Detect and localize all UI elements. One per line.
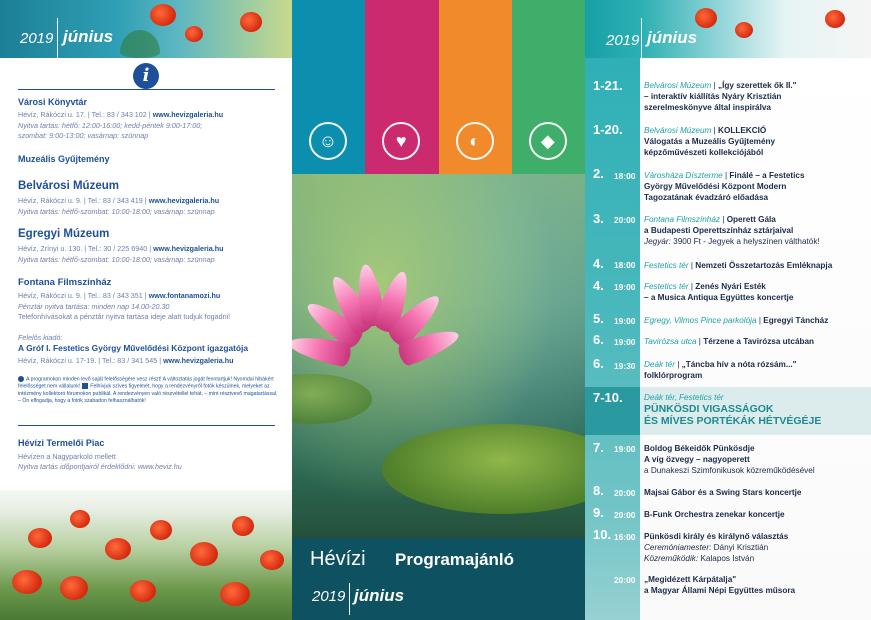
brochure-month: június bbox=[354, 586, 405, 605]
disclaimer bbox=[18, 376, 278, 405]
event-label: Közreműködik: bbox=[644, 554, 699, 563]
publisher-label: Felelős kiadó: bbox=[18, 333, 63, 342]
event-title: PÜNKÖSDI VIGASSÁGOK bbox=[644, 403, 774, 415]
event-date: 4. bbox=[593, 278, 604, 293]
event-label: Jegyár: bbox=[644, 237, 671, 246]
event-venue: Városháza Díszterme bbox=[644, 171, 723, 180]
event-item: Belvárosi Múzeum | KOLLEKCIÓ Válogatás a Muzeális Gyűjtemény képzőművészeti kollekciójából bbox=[644, 126, 776, 157]
event-venue: Belvárosi Múzeum bbox=[644, 126, 712, 135]
header-month: június bbox=[63, 27, 114, 46]
event-desc: Tagozatának évadzáró előadása bbox=[644, 193, 769, 202]
poppy-decoration bbox=[825, 10, 845, 28]
poppy-decoration bbox=[105, 538, 131, 560]
egregyi-address-line: Hévíz, Zrínyi u. 130. | Tel.: 30 / 225 6940 | www.hevizgaleria.hu bbox=[18, 244, 224, 253]
event-date: 4. bbox=[593, 256, 604, 271]
diamond-icon: ◆ bbox=[529, 122, 567, 160]
event-item bbox=[644, 443, 869, 476]
event-title: „Táncba hív a nóta rózsám..." bbox=[681, 360, 797, 369]
event-venue: Festetics tér bbox=[644, 282, 689, 291]
header-divider bbox=[57, 18, 58, 58]
poppy-decoration bbox=[60, 576, 88, 600]
info-icon: i bbox=[133, 63, 159, 89]
fontana-phone: Tel.: 83 / 343 351 bbox=[87, 291, 143, 300]
muzealis-title: Muzeális Gyűjtemény bbox=[18, 154, 110, 164]
event-item bbox=[644, 509, 869, 520]
publisher-name: A Gróf I. Festetics György Művelődési Központ igazgatója bbox=[18, 343, 249, 353]
event-time: 19:30 bbox=[614, 361, 636, 371]
poppy-decoration bbox=[232, 516, 254, 536]
fontana-name: Fontana Filmszínház bbox=[18, 277, 112, 288]
event-date: 7-10. bbox=[593, 390, 623, 405]
poppy-decoration bbox=[185, 26, 203, 42]
piac-hours: Nyitva tartás időpontjairól érdeklődni: www.heviz.hu bbox=[18, 462, 182, 471]
header-year: 2019 bbox=[20, 30, 54, 47]
event-item bbox=[644, 574, 869, 596]
event-desc: – a Musica Antiqua Együttes koncertje bbox=[644, 293, 794, 302]
event-title: Finálé – a Festetics bbox=[729, 171, 805, 180]
fontana-address: Hévíz, Rákóczi u. 9. bbox=[18, 291, 82, 300]
event-item: Városháza Díszterme | Finálé – a Festetics György Művelődési Központ Modern Tagozatának évadzáró előadása bbox=[644, 171, 805, 202]
event-item: Belvárosi Múzeum | „Így szerettek ők II." – interaktív kiállítás Nyáry Krisztián szerelmeskönyve által inspirálva bbox=[644, 81, 797, 112]
heart-icon: ♥ bbox=[382, 122, 420, 160]
event-item bbox=[644, 487, 869, 498]
event-date: 7. bbox=[593, 440, 604, 455]
brochure-title-light: Hévízi bbox=[310, 548, 366, 570]
library-address-line: Hévíz, Rákóczi u. 17. | Tel.: 83 / 343 102 | www.hevizgaleria.hu bbox=[18, 110, 224, 119]
event-venue: Deák tér bbox=[644, 360, 675, 369]
event-title: Nemzeti Összetartozás Emléknapja bbox=[695, 261, 833, 270]
belvarosi-address-line: Hévíz, Rákóczi u. 9. | Tel.: 83 / 343 419 | www.hevizgaleria.hu bbox=[18, 196, 220, 205]
event-label: Ceremóniamester: bbox=[644, 543, 712, 552]
event-title: Boldog Békeidők Pünkösdje bbox=[644, 444, 755, 453]
event-date: 1-21. bbox=[593, 78, 623, 93]
event-title: Operett Gála bbox=[726, 215, 776, 224]
egregyi-web-link[interactable]: www.hevizgaleria.hu bbox=[153, 244, 224, 253]
poppy-decoration bbox=[12, 570, 42, 594]
library-hours-1: Nyitva tartás: hétfő: 12:00-16:00; kedd-péntek 9:00-17:00; bbox=[18, 121, 203, 130]
event-item: Deák tér | „Táncba hív a nóta rózsám..." folklórprogram bbox=[644, 360, 797, 380]
event-desc: a Budapesti Operettszínház sztárjaival bbox=[644, 226, 794, 235]
event-time: 18:00 bbox=[614, 260, 636, 270]
event-venue: Festetics tér bbox=[644, 261, 689, 270]
fontana-web-link[interactable]: www.fontanamozi.hu bbox=[148, 291, 221, 300]
poppy-decoration bbox=[150, 4, 176, 26]
disclaimer-1: A programokon minden levő saját felelősségére vesz részt! A változtatás jogát fenntartjuk! bbox=[26, 376, 232, 383]
publisher-address: Hévíz, Rákóczi u. 17-19. bbox=[18, 356, 97, 365]
event-venue: Belvárosi Múzeum bbox=[644, 81, 712, 90]
lily-pad bbox=[382, 424, 585, 514]
left-header-strip bbox=[0, 0, 292, 58]
camera-icon bbox=[82, 383, 88, 389]
event-item: Festetics tér | Zenés Nyári Esték – a Musica Antiqua Együttes koncertje bbox=[644, 282, 794, 302]
lily-pad bbox=[292, 374, 372, 424]
event-title: „Megidézett Kárpátalja" bbox=[644, 575, 737, 584]
right-panel bbox=[585, 0, 871, 620]
disclaimer-3: Felhívjuk szíves figyelmét, hogy a rendezvényről fotók készülnek, melyeket az intézmény kollektoró fórumokon publikál. bbox=[18, 383, 270, 397]
right-header-strip bbox=[585, 0, 871, 58]
event-date: 9. bbox=[593, 505, 604, 520]
event-venue: Egregy, Vilmos Pince parkolója bbox=[644, 316, 757, 325]
poppy-decoration bbox=[70, 510, 90, 528]
event-item: Egregy, Vilmos Pince parkolója | Egregyi Táncház bbox=[644, 316, 829, 325]
library-name: Városi Könyvtár bbox=[18, 97, 88, 107]
event-time: 19:00 bbox=[614, 316, 636, 326]
publisher-phone: Tel.: 83 / 341 545 bbox=[102, 356, 158, 365]
header-divider bbox=[641, 18, 642, 58]
event-time: 20:00 bbox=[614, 215, 636, 225]
event-date: 5. bbox=[593, 311, 604, 326]
event-desc: A víg özvegy – nagyoperett bbox=[644, 455, 750, 464]
poppy-decoration bbox=[130, 580, 156, 602]
event-venue: Tavirózsa utca bbox=[644, 337, 697, 346]
brochure-divider bbox=[349, 583, 350, 615]
event-time: 16:00 bbox=[614, 532, 636, 542]
event-desc: szerelmeskönyve által inspirálva bbox=[644, 103, 771, 112]
event-venue: Fontana Filmszínház bbox=[644, 215, 720, 224]
event-date: 3. bbox=[593, 211, 604, 226]
disclaimer-4: A rendezvényen való részvétellel tehát, – mint résztvevő magatartással, – Ön elfogadja, bbox=[18, 390, 278, 404]
brochure-title-bold: Programajánló bbox=[395, 550, 515, 569]
event-title: Zenés Nyári Esték bbox=[695, 282, 766, 291]
event-item: Festetics tér | Nemzeti Összetartozás Emléknapja bbox=[644, 261, 833, 270]
divider bbox=[18, 89, 275, 90]
event-title-line2: ÉS MÍVES PORTÉKÁK HÉTVÉGÉJE bbox=[644, 415, 822, 427]
publisher-web-link[interactable]: www.hevizgaleria.hu bbox=[163, 356, 234, 365]
warning-icon bbox=[18, 376, 24, 382]
fontana-cashier: Pénztár nyitva tartása: minden nap 14.00-20.30 bbox=[18, 302, 170, 311]
poppy-decoration bbox=[28, 528, 52, 548]
event-title: B-Funk Orchestra zenekar koncertje bbox=[644, 510, 785, 519]
library-hours-2: szombat: 9:00-13:00; vasárnap: szünnap bbox=[18, 131, 149, 140]
belvarosi-address: Hévíz, Rákóczi u. 9. bbox=[18, 196, 82, 205]
library-address: Hévíz, Rákóczi u. 17. bbox=[18, 110, 86, 119]
event-title: „Így szerettek ők II." bbox=[718, 81, 797, 90]
event-desc: Dányi Krisztián bbox=[713, 543, 769, 552]
library-web-link[interactable]: www.hevizgaleria.hu bbox=[152, 110, 224, 119]
poppy-decoration bbox=[220, 582, 250, 606]
event-date: 10. bbox=[593, 527, 612, 542]
event-date: 8. bbox=[593, 483, 604, 498]
event-desc: György Művelődési Központ Modern bbox=[644, 182, 787, 191]
color-band-blue bbox=[292, 0, 365, 174]
poppy-decoration bbox=[260, 550, 284, 570]
event-item bbox=[644, 531, 869, 564]
event-desc: képzőművészeti kollekciójából bbox=[644, 148, 764, 157]
water-lily-photo bbox=[292, 174, 585, 540]
middle-panel bbox=[292, 0, 585, 620]
event-time: 20:00 bbox=[614, 510, 636, 520]
belvarosi-hours: Nyitva tartás: hétfő-szombat: 10:00-18:00; vasárnap: szünnap bbox=[18, 207, 215, 216]
event-desc: a Magyar Állami Népi Együttes műsora bbox=[644, 586, 796, 595]
event-desc: Válogatás a Muzeális Gyűjtemény bbox=[644, 137, 776, 146]
egregyi-address: Hévíz, Zrínyi u. 130. bbox=[18, 244, 83, 253]
poppy-field-photo bbox=[0, 490, 292, 620]
egregyi-phone: Tel.: 30 / 225 6940 bbox=[88, 244, 148, 253]
event-desc: – interaktív kiállítás Nyáry Krisztián bbox=[644, 92, 782, 101]
event-date: 6. bbox=[593, 356, 604, 371]
event-title: KOLLEKCIÓ bbox=[718, 126, 767, 135]
event-title: Egregyi Táncház bbox=[763, 316, 829, 325]
fontana-phone-note: Telefonhívásokat a pénztár nyitva tartása ideje alatt tudjuk fogadni! bbox=[18, 312, 231, 321]
color-band-magenta bbox=[365, 0, 438, 174]
event-item: Fontana Filmszínház | Operett Gála a Budapesti Operettszínház sztárjaival Jegyár: 3900 Ft - Jegyek a helyszínen válthatók! bbox=[644, 215, 820, 246]
brochure-year: 2019 bbox=[312, 588, 346, 605]
belvarosi-phone: Tel.: 83 / 343 419 bbox=[87, 196, 143, 205]
belvarosi-web-link[interactable]: www.hevizgaleria.hu bbox=[148, 196, 220, 205]
theater-mask-icon: ☺ bbox=[309, 122, 347, 160]
poppy-decoration bbox=[695, 8, 717, 28]
event-item: Tavirózsa utca | Térzene a Tavirózsa utcában bbox=[644, 337, 815, 346]
event-time: 20:00 bbox=[614, 575, 636, 585]
film-icon: ◐ bbox=[456, 122, 494, 160]
event-date: 6. bbox=[593, 332, 604, 347]
event-time: 20:00 bbox=[614, 488, 636, 498]
left-panel bbox=[0, 0, 292, 620]
publisher-address-line: Hévíz, Rákóczi u. 17-19. | Tel.: 83 / 341 545 | www.hevizgaleria.hu bbox=[18, 356, 234, 365]
divider bbox=[18, 425, 275, 426]
piac-name: Hévízi Termelői Piac bbox=[18, 438, 105, 448]
event-title: Majsai Gábor és a Swing Stars koncertje bbox=[644, 488, 802, 497]
disclaimer-2: Nyomdai hibákért felelősséget nem vállalunk! bbox=[18, 376, 274, 390]
piac-address: Hévízen a Nagyparkoló mellett bbox=[18, 452, 116, 461]
event-title: Pünkösdi király és királynő választás bbox=[644, 532, 789, 541]
event-desc: 3900 Ft - Jegyek a helyszínen válthatók! bbox=[673, 237, 820, 246]
event-time: 19:00 bbox=[614, 444, 636, 454]
egregyi-hours: Nyitva tartás: hétfő-szombat: 10:00-18:00; vasárnap: szünnap bbox=[18, 255, 215, 264]
color-band-green bbox=[512, 0, 585, 174]
event-desc: folklórprogram bbox=[644, 371, 703, 380]
poppy-decoration bbox=[240, 12, 262, 32]
egregyi-name: Egregyi Múzeum bbox=[18, 228, 110, 240]
library-phone: Tel.: 83 / 343 102 bbox=[91, 110, 147, 119]
leaf-decoration bbox=[120, 30, 160, 58]
belvarosi-name: Belvárosi Múzeum bbox=[18, 180, 119, 192]
event-desc: Kalapos István bbox=[700, 554, 755, 563]
event-item-highlight bbox=[644, 392, 869, 427]
fontana-address-line: Hévíz, Rákóczi u. 9. | Tel.: 83 / 343 351 | www.fontanamozi.hu bbox=[18, 291, 221, 300]
event-date: 2. bbox=[593, 166, 604, 181]
poppy-decoration bbox=[190, 542, 218, 566]
event-date: 1-20. bbox=[593, 122, 623, 137]
event-title: Térzene a Tavirózsa utcában bbox=[703, 337, 815, 346]
event-time: 18:00 bbox=[614, 171, 636, 181]
header-month: június bbox=[647, 28, 698, 47]
poppy-decoration bbox=[150, 520, 172, 540]
disclaimer-5: hogy a fotók szabadon felhasználhatók! bbox=[54, 397, 146, 404]
event-venue: Deák tér, Festetics tér bbox=[644, 393, 724, 402]
header-year: 2019 bbox=[606, 32, 640, 49]
event-time: 19:00 bbox=[614, 337, 636, 347]
event-time: 19:00 bbox=[614, 282, 636, 292]
poppy-decoration bbox=[735, 22, 753, 38]
color-band-orange bbox=[439, 0, 512, 174]
event-desc: a Dunakeszi Szimfonikusok közreműködésével bbox=[644, 466, 815, 475]
